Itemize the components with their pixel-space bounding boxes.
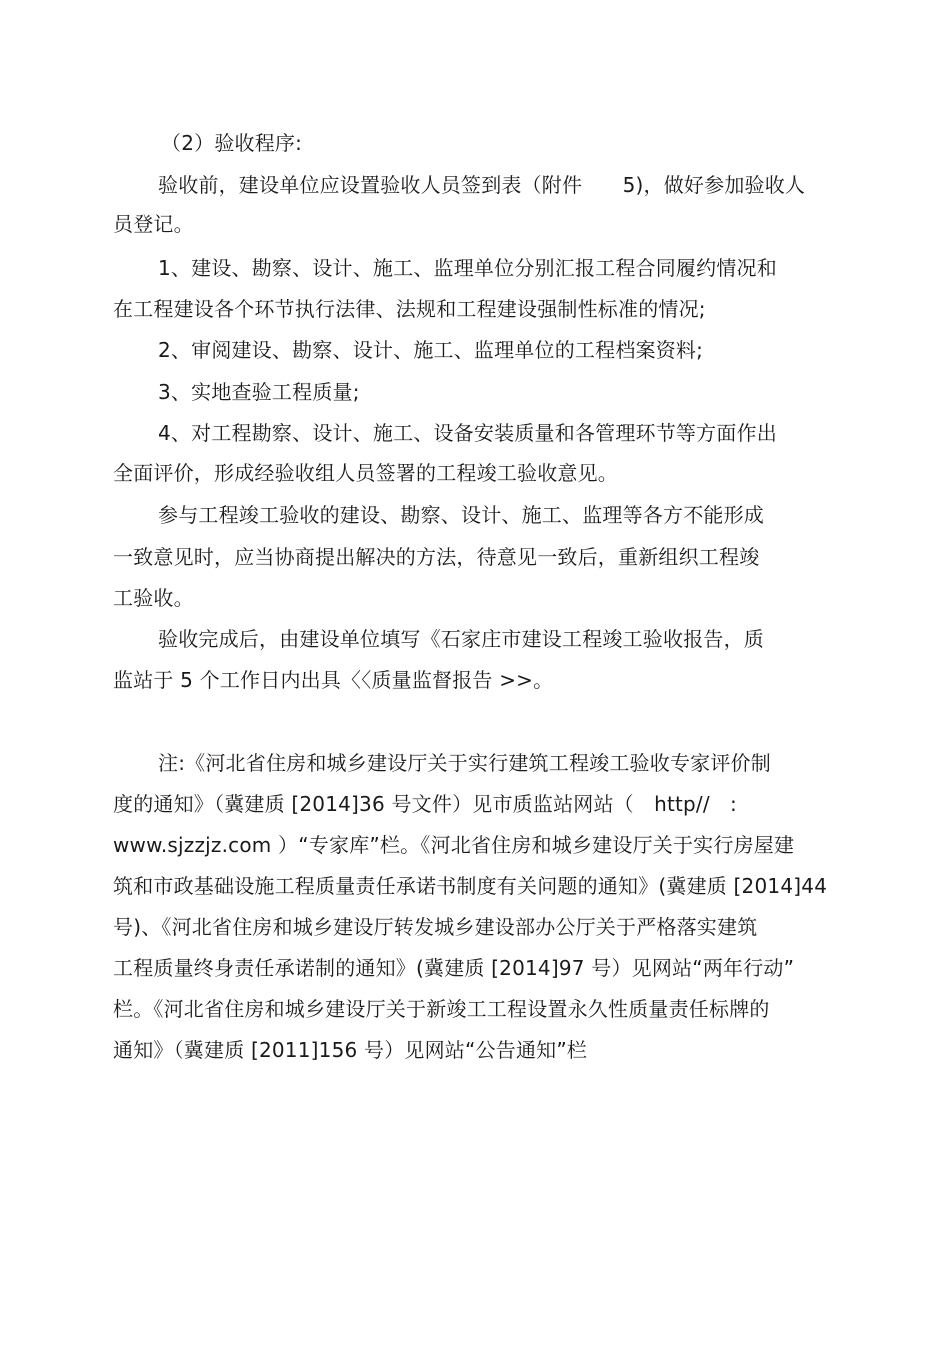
intro-paragraph-line: 验收前，建设单位应设置验收人员签到表（附件 5)，做好参加验收人 [158, 173, 806, 197]
step-4-line: 4、对工程勘察、设计、施工、设备安装质量和各管理环节等方面作出 [158, 421, 777, 445]
note-paragraph-line: 通知》（冀建质 [2011]156 号）见网站“公告通知”栏 [113, 1038, 588, 1062]
completion-paragraph-line: 验收完成后，由建设单位填写《石家庄市建设工程竣工验收报告，质 [158, 627, 764, 651]
step-2-line: 2、审阅建设、勘察、设计、施工、监理单位的工程档案资料; [158, 338, 704, 362]
disagreement-paragraph-line: 工验收。 [113, 586, 194, 610]
disagreement-paragraph-line: 参与工程竣工验收的建设、勘察、设计、施工、监理等各方不能形成 [158, 503, 764, 527]
step-4-line: 全面评价，形成经验收组人员签署的工程竣工验收意见。 [113, 461, 618, 485]
step-1-line: 在工程建设各个环节执行法律、法规和工程建设强制性标准的情况; [113, 297, 706, 321]
note-paragraph-line: www.sjzzjz.com ）“专家库”栏。《河北省住房和城乡建设厅关于实行房屋建 [113, 833, 795, 857]
note-paragraph-line: 栏。《河北省住房和城乡建设厅关于新竣工工程设置永久性质量责任标牌的 [113, 997, 770, 1021]
note-paragraph-line: 号)、《河北省住房和城乡建设厅转发城乡建设部办公厅关于严格落实建筑 [113, 915, 758, 939]
note-paragraph-line: 注:《河北省住房和城乡建设厅关于实行建筑工程竣工验收专家评价制 [158, 751, 771, 775]
disagreement-paragraph-line: 一致意见时，应当协商提出解决的方法，待意见一致后，重新组织工程竣 [113, 545, 760, 569]
completion-paragraph-line: 监站于 5 个工作日内出具〈〈质量监督报告 >>。 [113, 668, 554, 692]
procedure-heading: （2）验收程序: [161, 131, 303, 155]
note-paragraph-line: 度的通知》（冀建质 [2014]36 号文件）见市质监站网站（ http// : [113, 792, 737, 816]
note-paragraph-line: 工程质量终身责任承诺制的通知》(冀建质 [2014]97 号）见网站“两年行动” [113, 956, 795, 980]
step-1-line: 1、建设、勘察、设计、施工、监理单位分别汇报工程合同履约情况和 [158, 256, 777, 280]
intro-paragraph-line: 员登记。 [113, 212, 194, 236]
note-paragraph-line: 筑和市政基础设施工程质量责任承诺书制度有关问题的通知》(冀建质 [2014]44 [113, 874, 828, 898]
step-3-line: 3、实地查验工程质量; [158, 380, 360, 404]
